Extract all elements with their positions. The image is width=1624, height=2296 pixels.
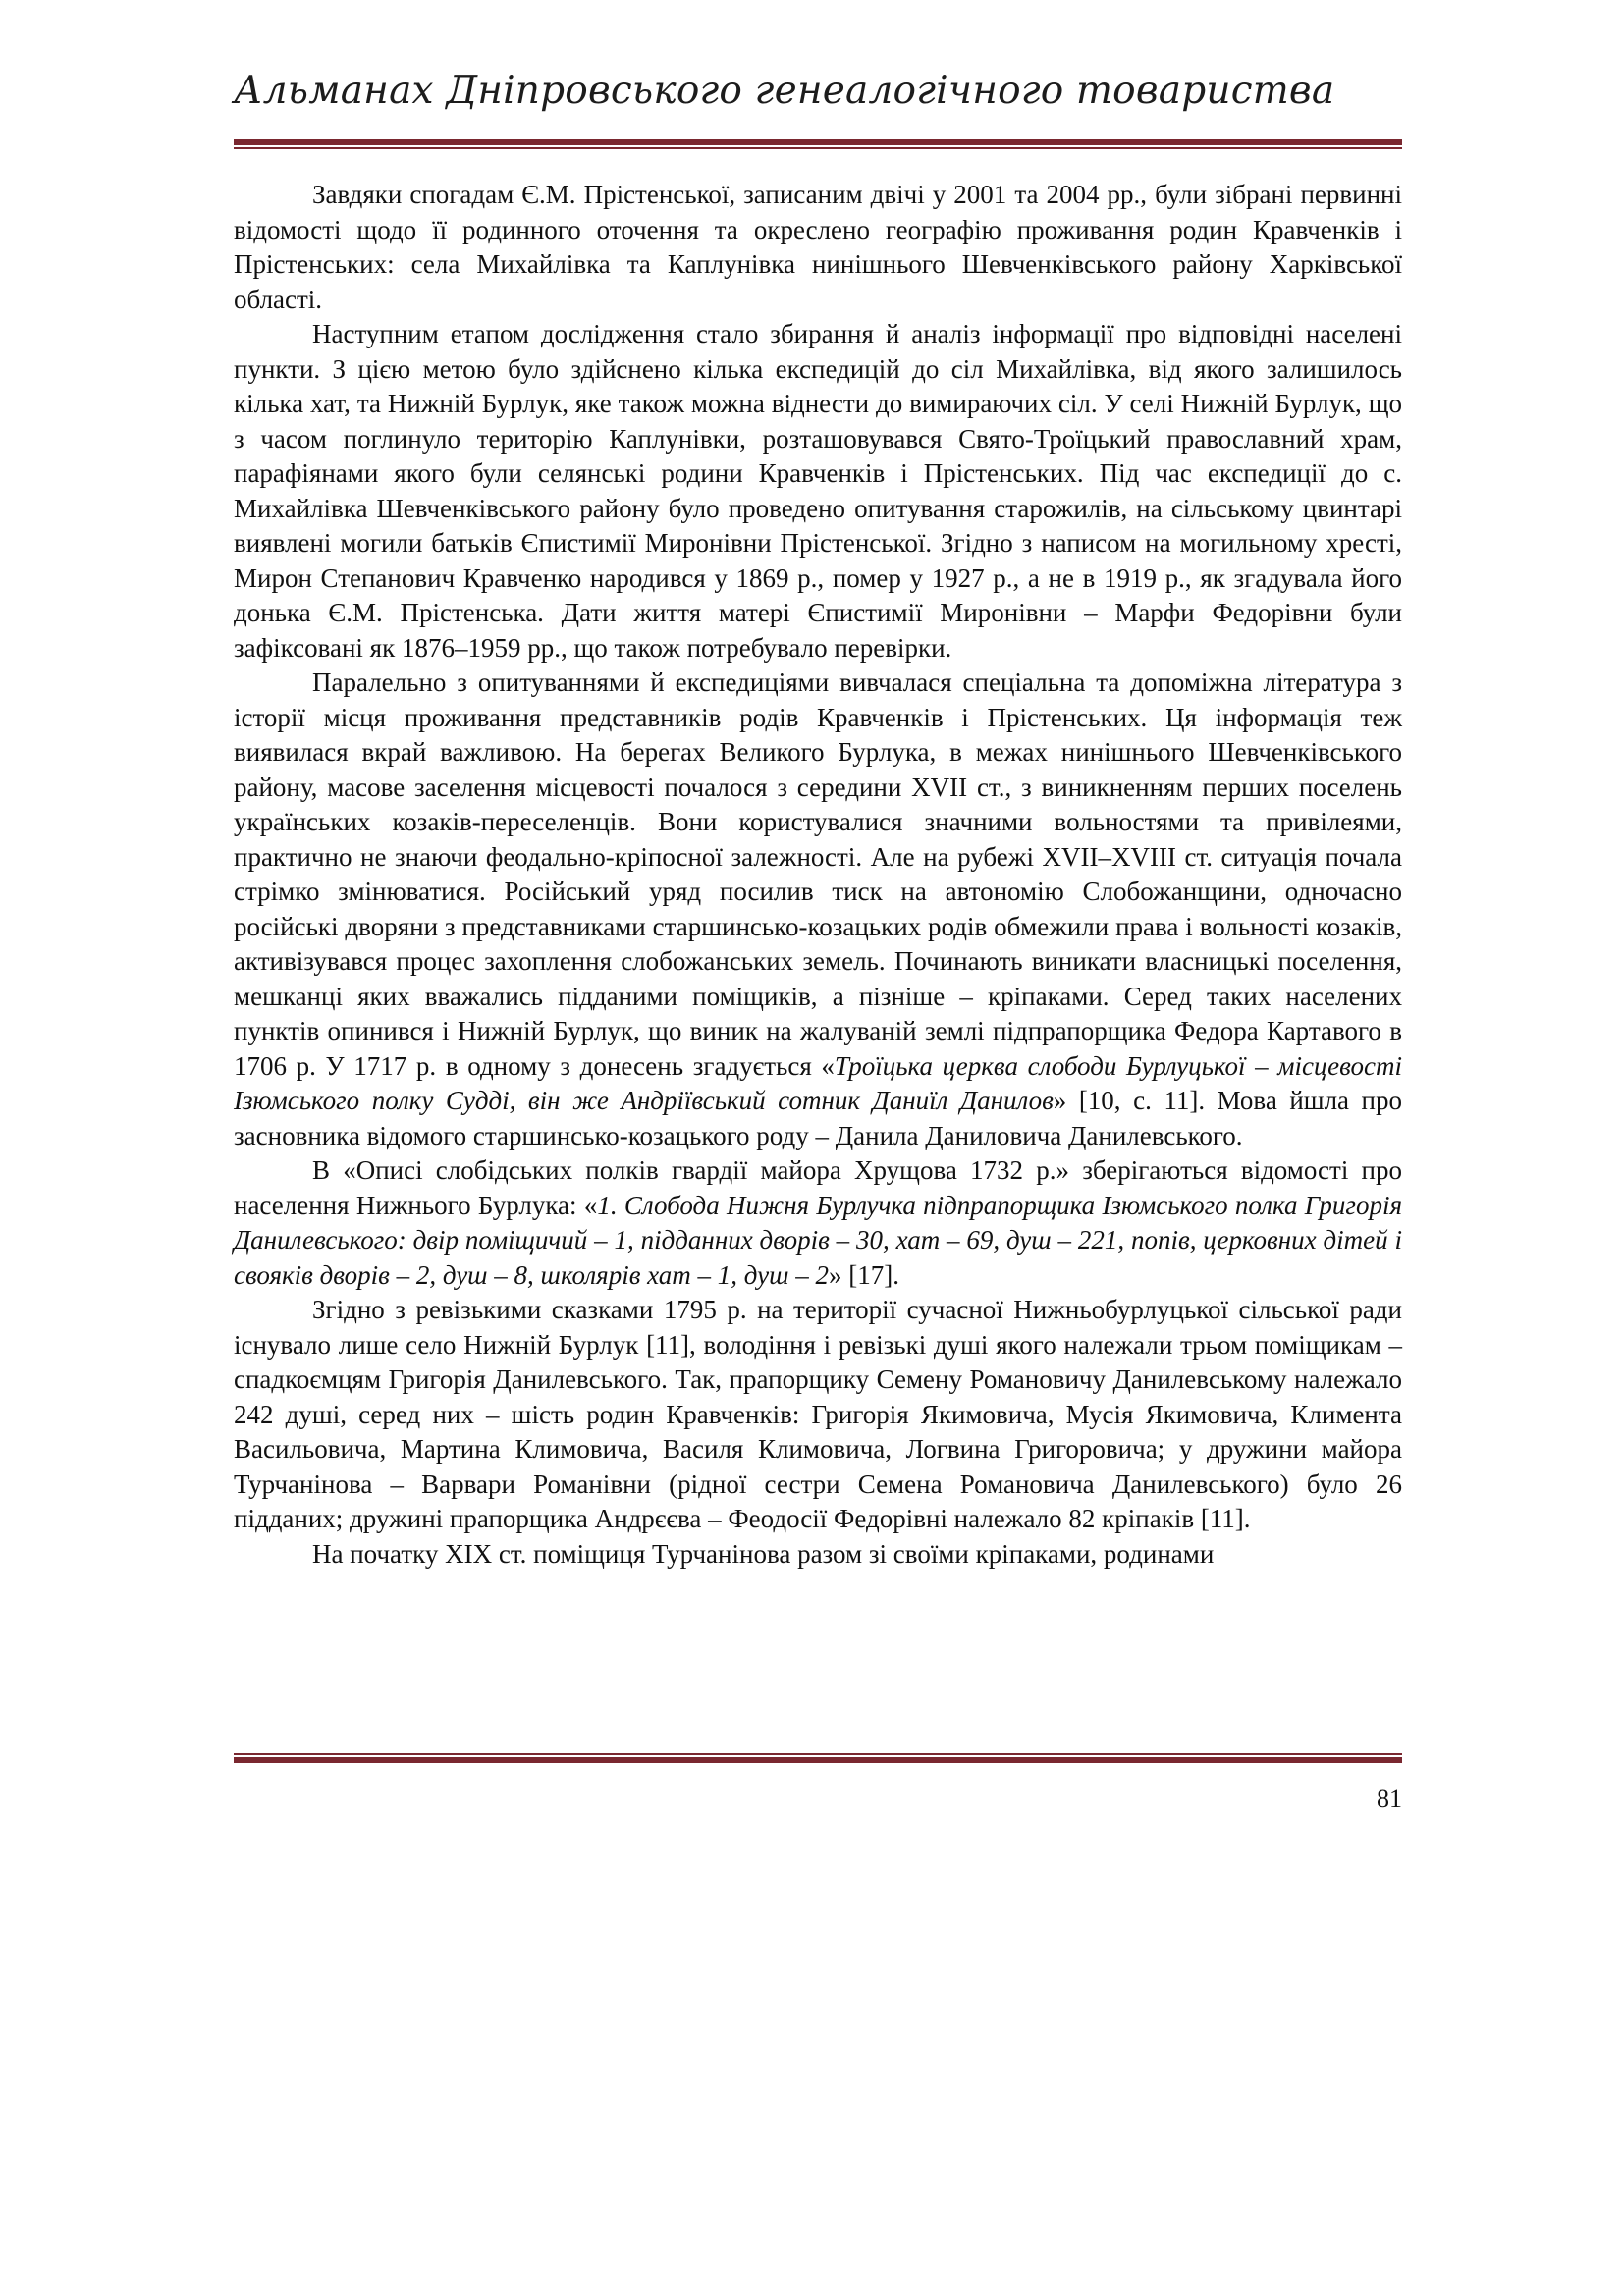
paragraph-6: На початку XIX ст. поміщиця Турчанінова разом зі своїми кріпаками, родинами — [312, 1538, 1215, 1569]
footer-rule-thick — [234, 1757, 1402, 1763]
paragraph-4 — [234, 1153, 1402, 1293]
header-rule — [234, 139, 1402, 149]
page-number: 81 — [1377, 1785, 1402, 1813]
paragraph-3-citation: » [10, с. 11]. Мова йшла про засновника відомого старшинсько-козацького роду – Данила Даниловича Данилевського. — [234, 1086, 1402, 1150]
paragraph-4-text: В «Описі слобідських полків гвардії майора Хрущова 1732 р.» зберігаються відомості про населення Нижнього Бурлука: « — [234, 1155, 1402, 1220]
footer-rule — [234, 1753, 1402, 1763]
paragraph-3 — [234, 666, 1402, 1153]
header-rule-thin — [234, 147, 1402, 149]
paragraph-5: Згідно з ревізькими сказками 1795 р. на території сучасної Нижньобурлуцької сільської ради існувало лише село Нижній Бурлук [11], володіння і ревізькі душі якого належали трьом поміщикам – спадкоємцям Григорія Данилевського. Так, прапорщику Семену Романовичу Данилевському належало 242 душі, серед них – шість родин Кравченків: Григорія Якимовича, Мусія Якимовича, Климента Васильовича, Мартина Климовича, Василя Климовича, Логвина Григоровича; у дружини майора Турчанінова – Варвари Романівни (рідної сестри Семена Романовича Данилевського) було 26 підданих; дружині прапорщика Андрєєва – Феодосії Федорівні належало 82 кріпаків [11]. — [234, 1295, 1402, 1533]
header-rule-thick — [234, 139, 1402, 145]
paragraph-4-quote: 1. Слобода Нижня Бурлучка підпрапорщика Ізюмського полка Григорія Данилевського: двір поміщичий – 1, підданних дворів – 30, хат – 69, душ – 221, попів, церковних дітей і свояків дворів – 2, душ – 8, школярів хат – 1, душ – 2 — [234, 1190, 1402, 1290]
paragraph-3-quote: Троїцька церква слободи Бурлуцької – місцевості Ізюмського полку Судді, він же Андріївський сотник Даниїл Данилов — [234, 1050, 1402, 1115]
paragraph-4-citation: » [17]. — [828, 1259, 899, 1290]
paragraph-2: Наступним етапом дослідження стало збирання й аналіз інформації про відповідні населені пункти. З цією метою було здійснено кілька експедицій до сіл Михайлівка, від якого залишилось кілька хат, та Нижній Бурлук, яке також можна віднести до вимираючих сіл. У селі Нижній Бурлук, що з часом поглинуло територію Каплунівки, розташовувався Свято-Троїцький православний храм, парафіянами якого були селянські родини Кравченків і Прістенських. Під час експедиції до с. Михайлівка Шевченківського району було проведено опитування старожилів, на сільському цвинтарі виявлені могили батьків Єпистимії Миронівни Прістенської. Згідно з написом на могильному хресті, Мирон Степанович Кравченко народився у 1869 р., помер у 1927 р., а не в 1919 р., як згадувала його донька Є.М. Прістенська. Дати життя матері Єпистимії Миронівни – Марфи Федорівни були зафіксовані як 1876–1959 рр., що також потребувало перевірки. — [234, 319, 1402, 663]
paragraph-3-text: Паралельно з опитуваннями й експедиціями вивчалася спеціальна та допоміжна література з історії місця проживання представників родів Кравченків і Прістенських. Ця інформація теж виявилася вкрай важливою. На берегах Великого Бурлука, в межах нинішнього Шевченківського району, масове заселення місцевості почалося з середини XVII ст., з виникненням перших поселень українських козаків-переселенців. Вони користувалися значними вольностями та привілеями, практично не знаючи феодально-кріпосної залежності. Але на рубежі XVII–XVIII ст. ситуація почала стрімко змінюватися. Російський уряд посилив тиск на автономію Слобожанщини, одночасно російські дворяни з представниками старшинсько-козацьких родів обмежили права і вольності козаків, активізувався процес захоплення слобожанських земель. Починають виникати власницькі поселення, мешканці яких вважались підданими поміщиків, а пізніше – кріпаками. Серед таких населених пунктів опинився і Нижній Бурлук, що виник на жалуваній землі підпрапорщика Федора Картавого в 1706 р. У 1717 р. в одному з донесень згадується « — [234, 667, 1402, 1081]
footer-rule-thin — [234, 1753, 1402, 1755]
running-header-title: Альманах Дніпровського генеалогічного товариства — [234, 69, 1335, 113]
paragraph-1: Завдяки спогадам Є.М. Прістенської, записаним двічі у 2001 та 2004 рр., були зібрані первинні відомості щодо її родинного оточення та окреслено географію проживання родин Кравченків і Прістенських: села Михайлівка та Каплунівка нинішнього Шевченківського району Харківської області. — [234, 180, 1402, 314]
article-body — [234, 178, 1402, 1572]
